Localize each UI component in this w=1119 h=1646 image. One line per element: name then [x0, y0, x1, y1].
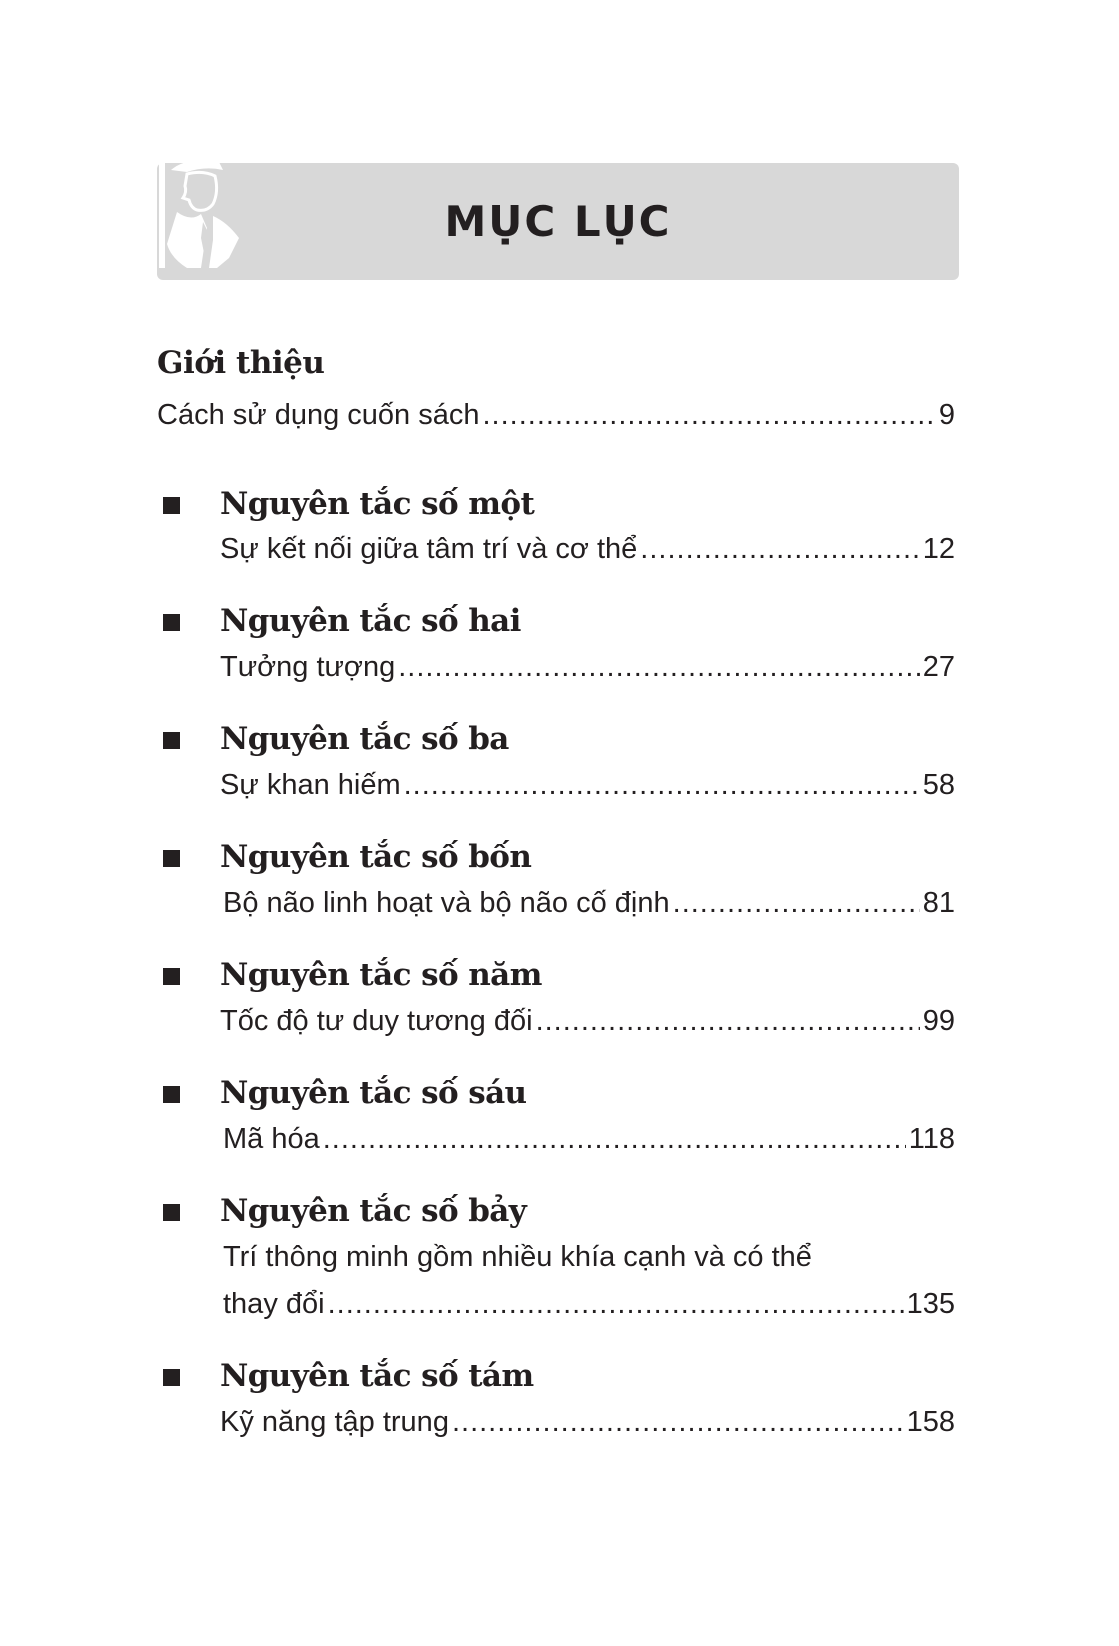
bullet-icon [163, 497, 180, 514]
toc-entry-chapter-1[interactable] [220, 535, 955, 564]
toc-entry-title: Sự kết nối giữa tâm trí và cơ thể [220, 533, 638, 565]
chapter-heading: Nguyên tắc số bốn [220, 839, 532, 875]
toc-entry-title: thay đổi [223, 1288, 325, 1320]
bullet-icon [163, 732, 180, 749]
intro-heading: Giới thiệu [157, 345, 325, 381]
bullet-icon [163, 850, 180, 867]
dot-leader [483, 401, 936, 430]
toc-entry-title: Tốc độ tư duy tương đối [220, 1005, 533, 1037]
toc-entry-chapter-5[interactable] [220, 1007, 955, 1036]
toc-entry-title: Tưởng tượng [220, 651, 396, 683]
toc-entry-chapter-2[interactable] [220, 653, 955, 682]
bullet-icon [163, 614, 180, 631]
toc-entry-title: Kỹ năng tập trung [220, 1406, 449, 1438]
dot-leader [452, 1408, 904, 1437]
page-title: MỤC LỤC [444, 197, 672, 246]
dot-leader [328, 1290, 904, 1319]
chapter-heading: Nguyên tắc số tám [220, 1358, 534, 1394]
toc-entry-intro[interactable] [157, 401, 955, 430]
toc-entry-title: Bộ não linh hoạt và bộ não cố định [223, 887, 670, 919]
dot-leader [398, 653, 920, 682]
chapter-heading: Nguyên tắc số một [220, 486, 535, 522]
dot-leader [640, 535, 919, 564]
toc-entry-page: 9 [938, 399, 955, 431]
bullet-icon [163, 968, 180, 985]
toc-entry-page: 81 [922, 887, 955, 919]
toc-entry-title-line1[interactable]: Trí thông minh gồm nhiều khía cạnh và có thể [223, 1241, 812, 1273]
chapter-heading: Nguyên tắc số sáu [220, 1075, 527, 1111]
chapter-heading: Nguyên tắc số năm [220, 957, 542, 993]
bullet-icon [163, 1086, 180, 1103]
chapter-heading: Nguyên tắc số ba [220, 721, 509, 757]
toc-entry-page: 135 [906, 1288, 955, 1320]
toc-entry-chapter-8[interactable] [220, 1408, 955, 1437]
toc-entry-chapter-7[interactable] [223, 1290, 955, 1319]
toc-entry-title: Cách sử dụng cuốn sách [157, 399, 480, 431]
dot-leader [404, 771, 920, 800]
toc-entry-page: 99 [922, 1005, 955, 1037]
dot-leader [323, 1125, 906, 1154]
bullet-icon [163, 1204, 180, 1221]
dot-leader [536, 1007, 920, 1036]
toc-entry-chapter-3[interactable] [220, 771, 955, 800]
dot-leader [673, 889, 920, 918]
toc-entry-page: 158 [906, 1406, 955, 1438]
chapter-heading: Nguyên tắc số bảy [220, 1193, 527, 1229]
bullet-icon [163, 1369, 180, 1386]
chapter-heading: Nguyên tắc số hai [220, 603, 521, 639]
toc-entry-page: 27 [922, 651, 955, 683]
toc-entry-title: Mã hóa [223, 1123, 320, 1155]
toc-entry-page: 58 [922, 769, 955, 801]
toc-entry-title: Sự khan hiếm [220, 769, 401, 801]
toc-entry-chapter-4[interactable] [223, 889, 955, 918]
toc-entry-page: 12 [922, 533, 955, 565]
toc-entry-chapter-6[interactable] [223, 1125, 955, 1154]
toc-entry-page: 118 [908, 1123, 955, 1155]
